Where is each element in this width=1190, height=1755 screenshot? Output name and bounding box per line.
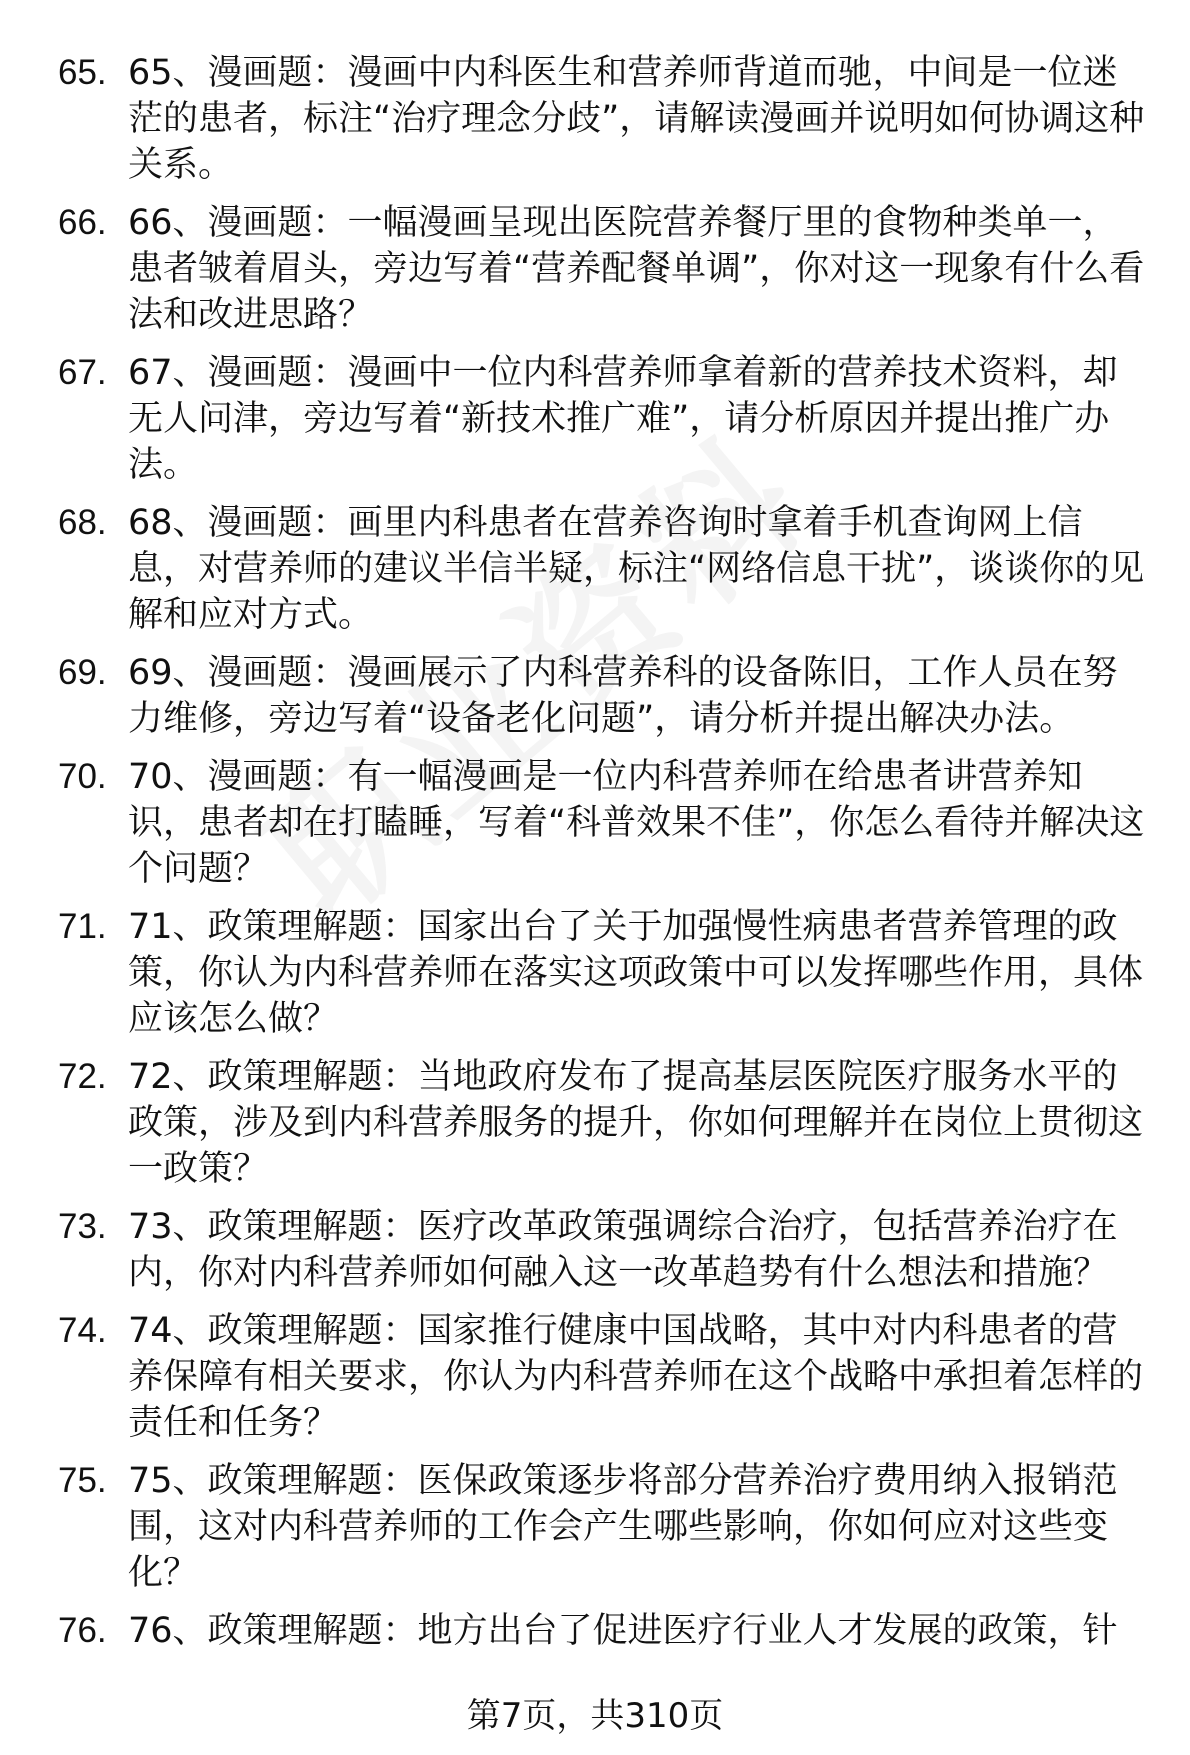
question-item <box>0 1458 1190 1596</box>
question-item <box>0 350 1190 488</box>
question-text: 65、漫画题：漫画中内科医生和营养师背道而驰，中间是一位迷茫的患者，标注“治疗理念分歧”，请解读漫画并说明如何协调这种关系。 <box>128 53 1145 185</box>
question-text: 73、政策理解题：医疗改革政策强调综合治疗，包括营养治疗在内，你对内科营养师如何融入这一改革趋势有什么想法和措施？ <box>128 1207 1118 1293</box>
question-text: 72、政策理解题：当地政府发布了提高基层医院医疗服务水平的政策，涉及到内科营养服务的提升，你如何理解并在岗位上贯彻这一政策？ <box>128 1057 1144 1189</box>
question-item <box>0 754 1190 892</box>
question-text: 67、漫画题：漫画中一位内科营养师拿着新的营养技术资料，却无人问津，旁边写着“新技术推广难”，请分析原因并提出推广办法。 <box>128 353 1118 485</box>
question-item <box>0 50 1190 188</box>
page-footer: 第7页，共310页 <box>466 1696 724 1736</box>
question-text: 68、漫画题：画里内科患者在营养咨询时拿着手机查询网上信息，对营养师的建议半信半疑，标注“网络信息干扰”，谈谈你的见解和应对方式。 <box>128 503 1145 635</box>
question-text: 71、政策理解题：国家出台了关于加强慢性病患者营养管理的政策，你认为内科营养师在落实这项政策中可以发挥哪些作用，具体应该怎么做？ <box>128 907 1144 1039</box>
question-text: 74、政策理解题：国家推行健康中国战略，其中对内科患者的营养保障有相关要求，你认为内科营养师在这个战略中承担着怎样的责任和任务？ <box>128 1311 1144 1443</box>
question-item <box>0 500 1190 638</box>
question-text: 69、漫画题：漫画展示了内科营养科的设备陈旧，工作人员在努力维修，旁边写着“设备老化问题”，请分析并提出解决办法。 <box>128 653 1118 739</box>
question-item <box>0 1608 1190 1654</box>
question-item <box>0 1308 1190 1446</box>
question-number: 68. <box>58 503 107 542</box>
question-text: 75、政策理解题：医保政策逐步将部分营养治疗费用纳入报销范围，这对内科营养师的工作会产生哪些影响，你如何应对这些变化？ <box>128 1461 1118 1593</box>
question-number: 67. <box>58 353 107 392</box>
question-item <box>0 200 1190 338</box>
question-item <box>0 1054 1190 1192</box>
question-list <box>0 50 1190 1666</box>
question-number: 70. <box>58 757 107 796</box>
question-number: 76. <box>58 1611 107 1650</box>
question-number: 72. <box>58 1057 107 1096</box>
question-text: 66、漫画题：一幅漫画呈现出医院营养餐厅里的食物种类单一，患者皱着眉头，旁边写着“营养配餐单调”，你对这一现象有什么看法和改进思路？ <box>128 203 1145 335</box>
question-number: 74. <box>58 1311 107 1350</box>
question-item <box>0 650 1190 742</box>
question-text: 76、政策理解题：地方出台了促进医疗行业人才发展的政策，针 <box>128 1611 1118 1651</box>
question-number: 65. <box>58 53 107 92</box>
question-number: 75. <box>58 1461 107 1500</box>
question-item <box>0 904 1190 1042</box>
question-text: 70、漫画题：有一幅漫画是一位内科营养师在给患者讲营养知识，患者却在打瞌睡，写着“科普效果不佳”，你怎么看待并解决这个问题？ <box>128 757 1145 889</box>
question-item <box>0 1204 1190 1296</box>
question-number: 66. <box>58 203 107 242</box>
question-number: 69. <box>58 653 107 692</box>
question-number: 71. <box>58 907 107 946</box>
question-number: 73. <box>58 1207 107 1246</box>
